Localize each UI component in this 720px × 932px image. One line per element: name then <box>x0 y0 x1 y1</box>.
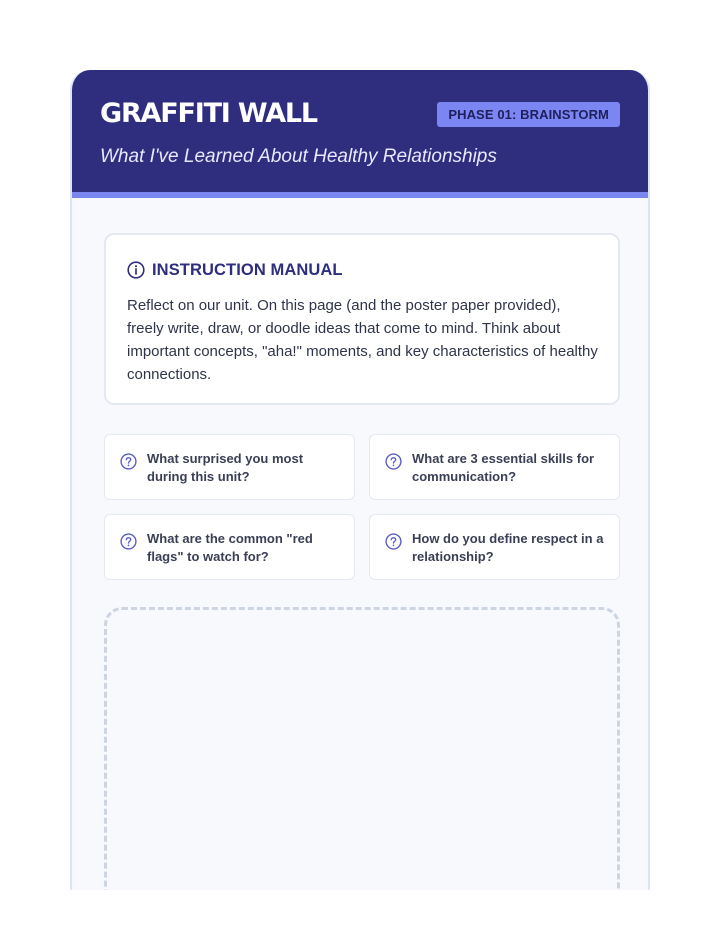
prompt-text: How do you define respect in a relationship? <box>412 531 604 564</box>
phase-badge: PHASE 01: BRAINSTORM <box>437 102 620 127</box>
instruction-body: Reflect on our unit. On this page (and the poster paper provided), freely write, draw, or doodle ideas that come to mind. Think about important concepts, "aha!" moments, and key characteristics of healthy connections. <box>127 297 598 383</box>
prompt-text: What are 3 essential skills for communication? <box>412 451 595 484</box>
page-title: GRAFFITI WALL <box>100 98 317 129</box>
info-icon <box>127 261 145 279</box>
prompt-card <box>104 514 355 580</box>
instruction-panel <box>104 233 620 405</box>
prompt-text: What surprised you most during this unit? <box>147 451 304 484</box>
question-icon <box>385 533 402 550</box>
question-icon <box>120 533 137 550</box>
page-subtitle: What I've Learned About Healthy Relationships <box>100 146 497 167</box>
prompt-card <box>104 434 355 500</box>
prompt-card <box>369 514 620 580</box>
doodle-area[interactable] <box>104 607 620 890</box>
question-icon <box>120 453 137 470</box>
question-icon <box>385 453 402 470</box>
prompt-text: What are the common "red flags" to watch for? <box>147 531 313 564</box>
instruction-header <box>127 259 598 281</box>
worksheet-card <box>70 70 650 890</box>
header <box>72 70 648 198</box>
prompt-card <box>369 434 620 500</box>
instruction-title: INSTRUCTION MANUAL <box>152 260 343 279</box>
